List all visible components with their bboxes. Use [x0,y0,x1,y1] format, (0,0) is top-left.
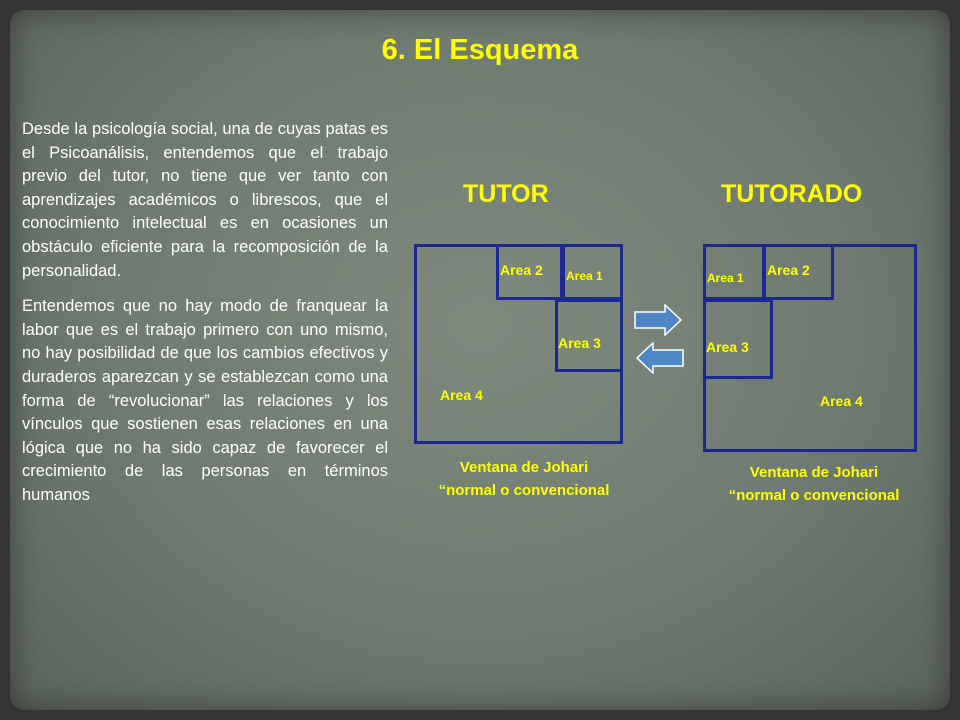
tutor-area1-label: Area 1 [566,269,603,283]
tutorado-area3-label: Area 3 [706,339,749,355]
arrow-left-icon [636,342,684,374]
tutorado-area1-label: Area 1 [707,271,744,285]
body-text [22,118,388,520]
tutorado-caption-line1: Ventana de Johari [749,464,879,481]
paragraph-1: Desde la psicología social, una de cuyas patas es el Psicoanálisis, entendemos que el trabajo previo del tutor, no tiene que ver tanto con aprendizajes académicos o librescos, que el conocimiento intelectual es en ocasiones un obstáculo eficiente para la recomposición de la personalidad. [22,120,388,280]
tutor-caption [404,456,644,502]
tutor-area4-label: Area 4 [440,387,483,403]
paragraph-2: Entendemos que no hay modo de franquear la labor que es el trabajo primero con uno mismo, no hay posibilidad de que los cambios efectivos y duraderos aparezcan y se establezcan como una forma de “revolucionar” las relaciones y los vínculos que sostienen esas relaciones en una lógica que no ha sido capaz de favorecer el crecimiento de las personas en términos humanos [22,297,388,504]
tutorado-area4-label: Area 4 [820,393,863,409]
tutor-heading: TUTOR [463,180,549,208]
arrow-right-icon [634,304,682,336]
tutor-caption-line2: “normal o convencional [438,482,610,499]
tutorado-heading: TUTORADO [721,180,863,208]
page-title: 6. El Esquema [381,34,579,66]
tutorado-area2-label: Area 2 [767,262,810,278]
tutor-area2-label: Area 2 [500,262,543,278]
tutor-caption-line1: Ventana de Johari [459,459,589,476]
tutorado-caption [694,461,934,507]
tutor-area3-label: Area 3 [558,335,601,351]
tutorado-caption-line2: “normal o convencional [728,487,900,504]
